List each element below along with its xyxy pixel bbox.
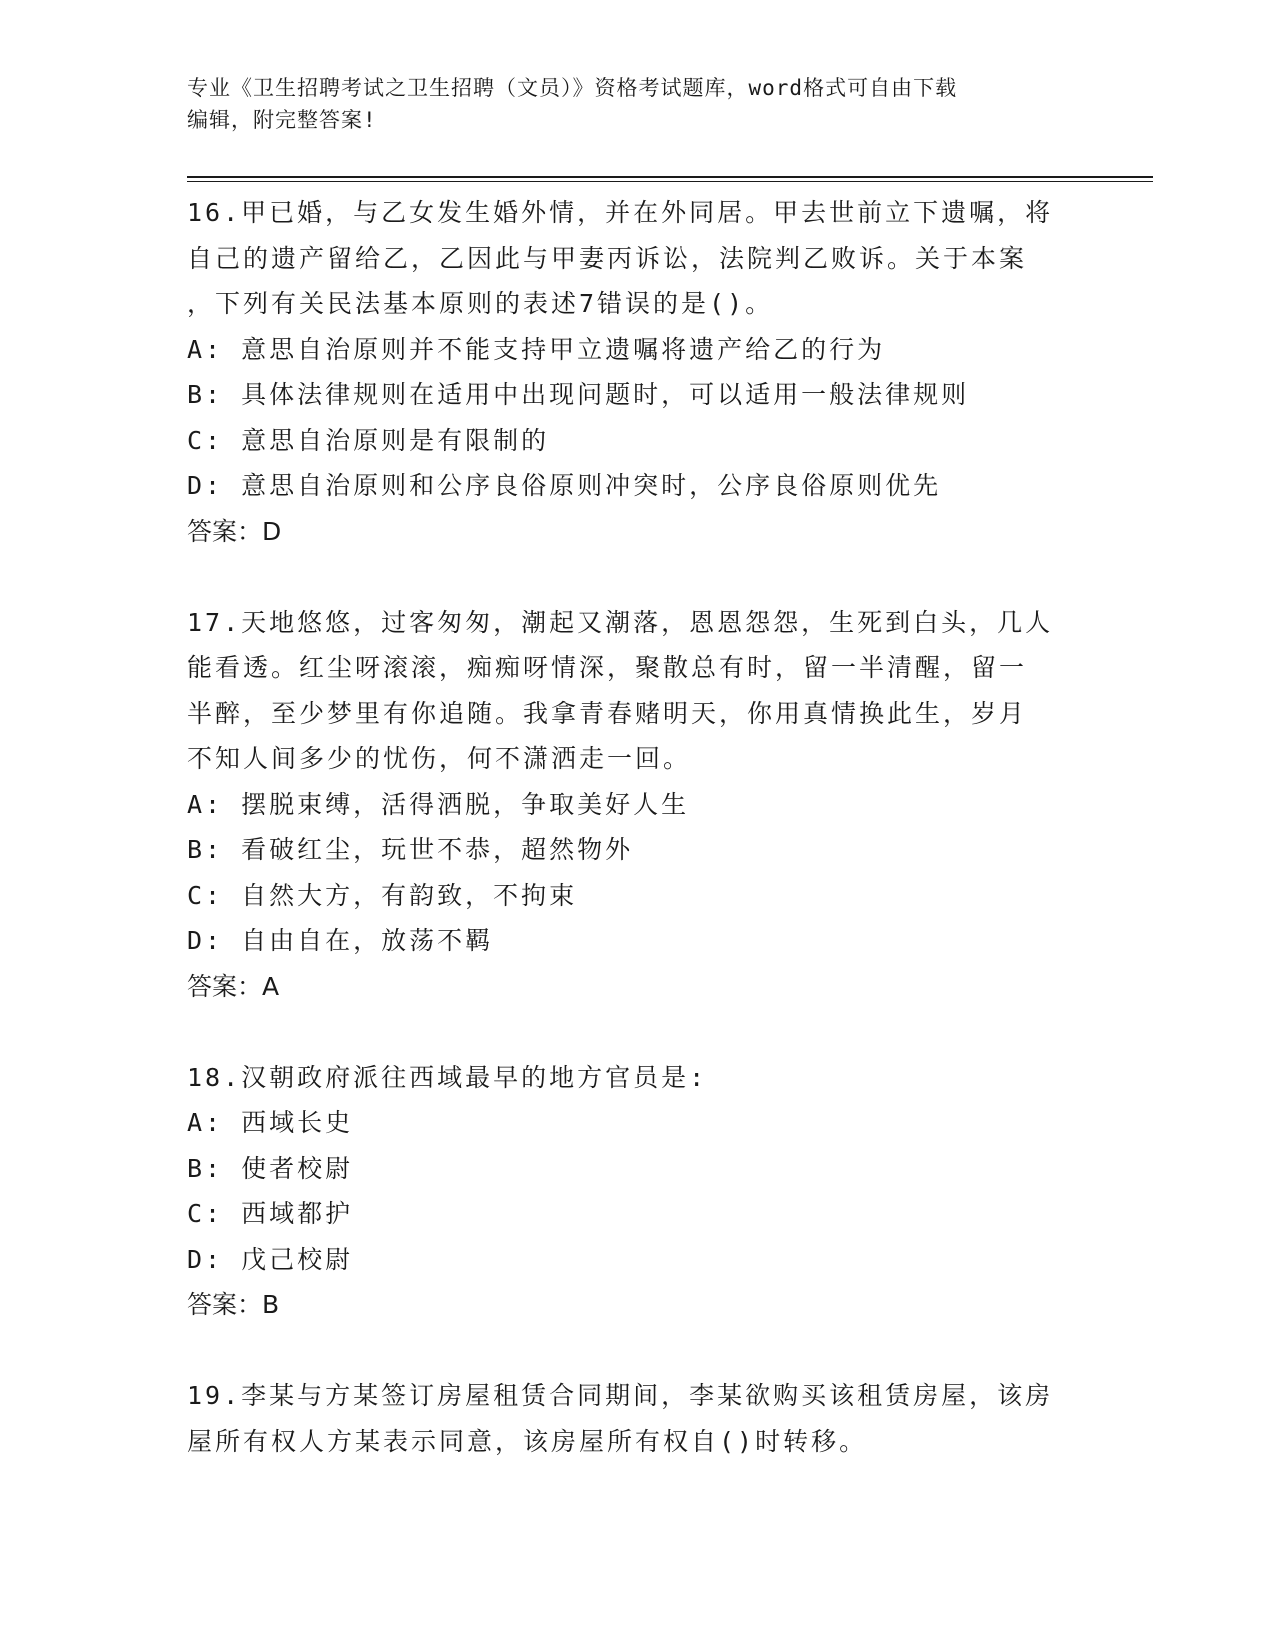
question-stem-line: 屋所有权人方某表示同意，该房屋所有权自()时转移。 [187,1426,868,1456]
question-stem-line: 不知人间多少的忧伤，何不潇洒走一回。 [187,744,692,773]
header-line-1: 专业《卫生招聘考试之卫生招聘（文员）》资格考试题库，word格式可自由下载 [187,76,958,100]
header-rule-thick [187,176,1153,178]
question-stem-line: 16.甲已婚，与乙女发生婚外情，并在外同居。甲去世前立下遗嘱，将 [187,198,1054,227]
option-c: C: 意思自治原则是有限制的 [187,425,550,455]
question-17 [187,600,1087,1010]
header-rule-thin [187,181,1153,182]
question-stem-line: 自己的遗产留给乙，乙因此与甲妻丙诉讼，法院判乙败诉。关于本案 [187,243,1028,273]
question-spacer [187,554,1087,600]
header-line-2: 编辑，附完整答案! [187,108,377,132]
question-stem-line: 能看透。红尘呀滚滚，痴痴呀情深，聚散总有时，留一半清醒，留一 [187,653,1028,682]
answer-line: 答案：A [187,971,280,1001]
option-d: D: 自由自在，放荡不羁 [187,926,494,955]
question-18 [187,1055,1087,1328]
option-b: B: 具体法律规则在适用中出现问题时，可以适用一般法律规则 [187,380,970,409]
option-c: C: 自然大方，有韵致，不拘束 [187,880,578,910]
option-b: B: 使者校尉 [187,1153,354,1183]
option-a: A: 摆脱束缚，活得洒脱，争取美好人生 [187,789,690,819]
option-a: A: 意思自治原则并不能支持甲立遗嘱将遗产给乙的行为 [187,334,886,364]
question-19 [187,1373,1087,1464]
question-stem-line: 19.李某与方某签订房屋租赁合同期间，李某欲购买该租赁房屋，该房 [187,1381,1054,1410]
option-d: D: 意思自治原则和公序良俗原则冲突时，公序良俗原则优先 [187,471,942,500]
question-spacer [187,1009,1087,1055]
option-a: A: 西域长史 [187,1108,354,1137]
question-stem-line: 18.汉朝政府派往西域最早的地方官员是: [187,1062,708,1092]
question-stem-line: 半醉，至少梦里有你追随。我拿青春赌明天，你用真情换此生，岁月 [187,698,1028,728]
question-list [187,190,1087,1464]
question-stem-line: ，下列有关民法基本原则的表述7错误的是()。 [187,289,774,318]
option-b: B: 看破红尘，玩世不恭，超然物外 [187,835,634,864]
option-c: C: 西域都护 [187,1199,354,1228]
document-header [187,72,1067,136]
question-16 [187,190,1087,554]
answer-line: 答案：D [187,516,282,546]
option-d: D: 戊己校尉 [187,1244,354,1274]
question-spacer [187,1328,1087,1374]
question-stem-line: 17.天地悠悠，过客匆匆，潮起又潮落，恩恩怨怨，生死到白头，几人 [187,607,1054,637]
answer-line: 答案：B [187,1290,280,1319]
